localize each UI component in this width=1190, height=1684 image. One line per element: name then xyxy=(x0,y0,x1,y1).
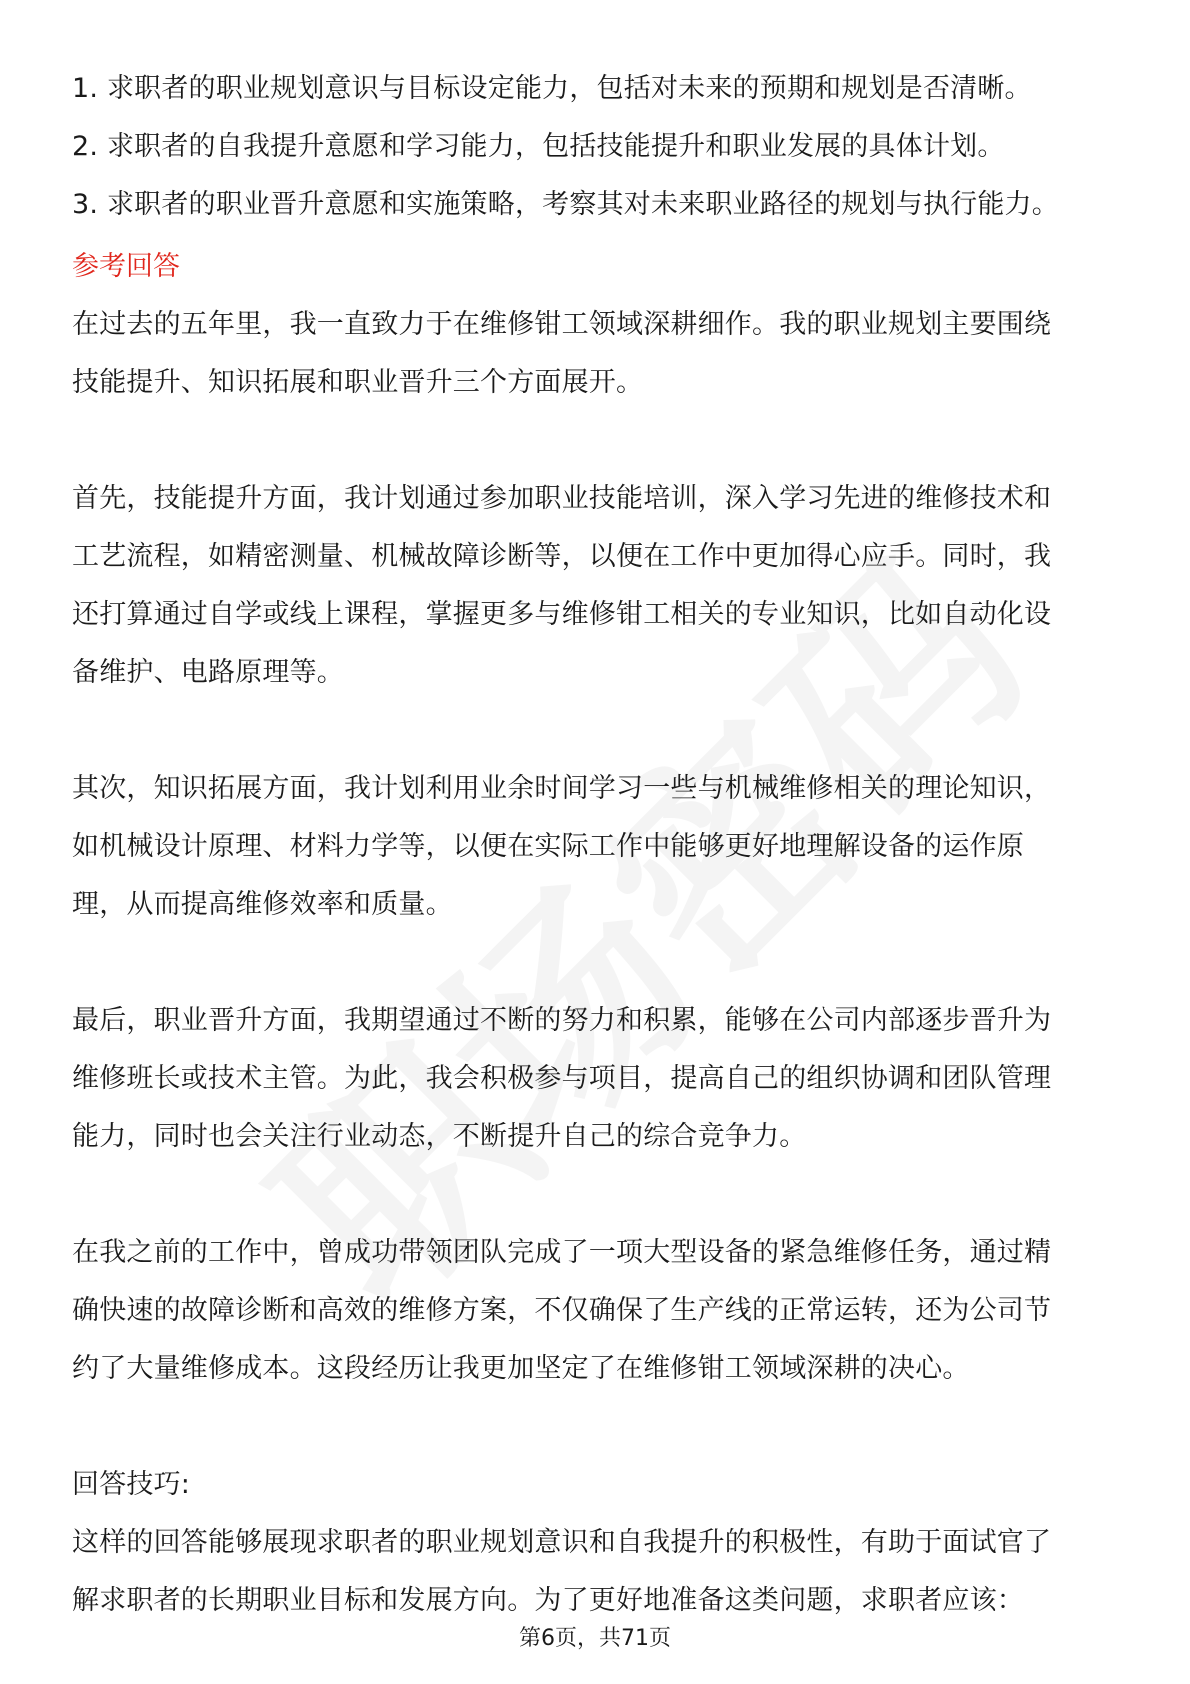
paragraph-line: 首先，技能提升方面，我计划通过参加职业技能培训，深入学习先进的维修技术和 xyxy=(72,483,1052,514)
paragraph-line: 在我之前的工作中，曾成功带领团队完成了一项大型设备的紧急维修任务，通过精 xyxy=(72,1237,1052,1268)
paragraph-line: 确快速的故障诊断和高效的维修方案，不仅确保了生产线的正常运转，还为公司节 xyxy=(72,1295,1052,1326)
paragraph-line: 技能提升、知识拓展和职业晋升三个方面展开。 xyxy=(72,367,644,398)
paragraph-line: 备维护、电路原理等。 xyxy=(72,657,344,688)
criteria-item: 3. 求职者的职业晋升意愿和实施策略，考察其对未来职业路径的规划与执行能力。 xyxy=(72,189,1059,220)
answer-heading: 参考回答 xyxy=(72,251,180,282)
paragraph-line: 如机械设计原理、材料力学等，以便在实际工作中能够更好地理解设备的运作原 xyxy=(72,831,1024,862)
answer-paragraph xyxy=(72,296,1122,412)
tips-heading: 回答技巧: xyxy=(72,1469,191,1500)
paragraph-line: 在过去的五年里，我一直致力于在维修钳工领域深耕细作。我的职业规划主要围绕 xyxy=(72,309,1052,340)
paragraph-gap xyxy=(72,1166,1122,1224)
criteria-list xyxy=(72,60,1122,234)
paragraph-line: 最后，职业晋升方面，我期望通过不断的努力和积累，能够在公司内部逐步晋升为 xyxy=(72,1005,1052,1036)
paragraph-gap xyxy=(72,934,1122,992)
paragraph-line: 约了大量维修成本。这段经历让我更加坚定了在维修钳工领域深耕的决心。 xyxy=(72,1353,970,1384)
paragraph-line: 维修班长或技术主管。为此，我会积极参与项目，提高自己的组织协调和团队管理 xyxy=(72,1063,1052,1094)
paragraph-gap xyxy=(72,702,1122,760)
paragraph-gap xyxy=(72,412,1122,470)
page-footer: 第6页，共71页 xyxy=(519,1626,671,1651)
paragraph-line: 这样的回答能够展现求职者的职业规划意识和自我提升的积极性，有助于面试官了 xyxy=(72,1527,1052,1558)
paragraph-line: 理，从而提高维修效率和质量。 xyxy=(72,889,453,920)
criteria-item: 2. 求职者的自我提升意愿和学习能力，包括技能提升和职业发展的具体计划。 xyxy=(72,131,1005,162)
answer-paragraph xyxy=(72,760,1122,934)
answer-paragraph xyxy=(72,992,1122,1166)
criteria-item: 1. 求职者的职业规划意识与目标设定能力，包括对未来的预期和规划是否清晰。 xyxy=(72,73,1032,104)
paragraph-line: 能力，同时也会关注行业动态，不断提升自己的综合竞争力。 xyxy=(72,1121,807,1152)
paragraph-line: 工艺流程，如精密测量、机械故障诊断等，以便在工作中更加得心应手。同时，我 xyxy=(72,541,1052,572)
paragraph-line: 其次，知识拓展方面，我计划利用业余时间学习一些与机械维修相关的理论知识， xyxy=(72,773,1052,804)
content xyxy=(72,60,1122,1630)
answer-paragraph xyxy=(72,1224,1122,1398)
paragraph-line: 还打算通过自学或线上课程，掌握更多与维修钳工相关的专业知识，比如自动化设 xyxy=(72,599,1052,630)
answer-paragraph xyxy=(72,470,1122,702)
paragraph-line: 解求职者的长期职业目标和发展方向。为了更好地准备这类问题，求职者应该： xyxy=(72,1585,1024,1616)
paragraph-gap xyxy=(72,1398,1122,1456)
tips-paragraph xyxy=(72,1514,1122,1630)
